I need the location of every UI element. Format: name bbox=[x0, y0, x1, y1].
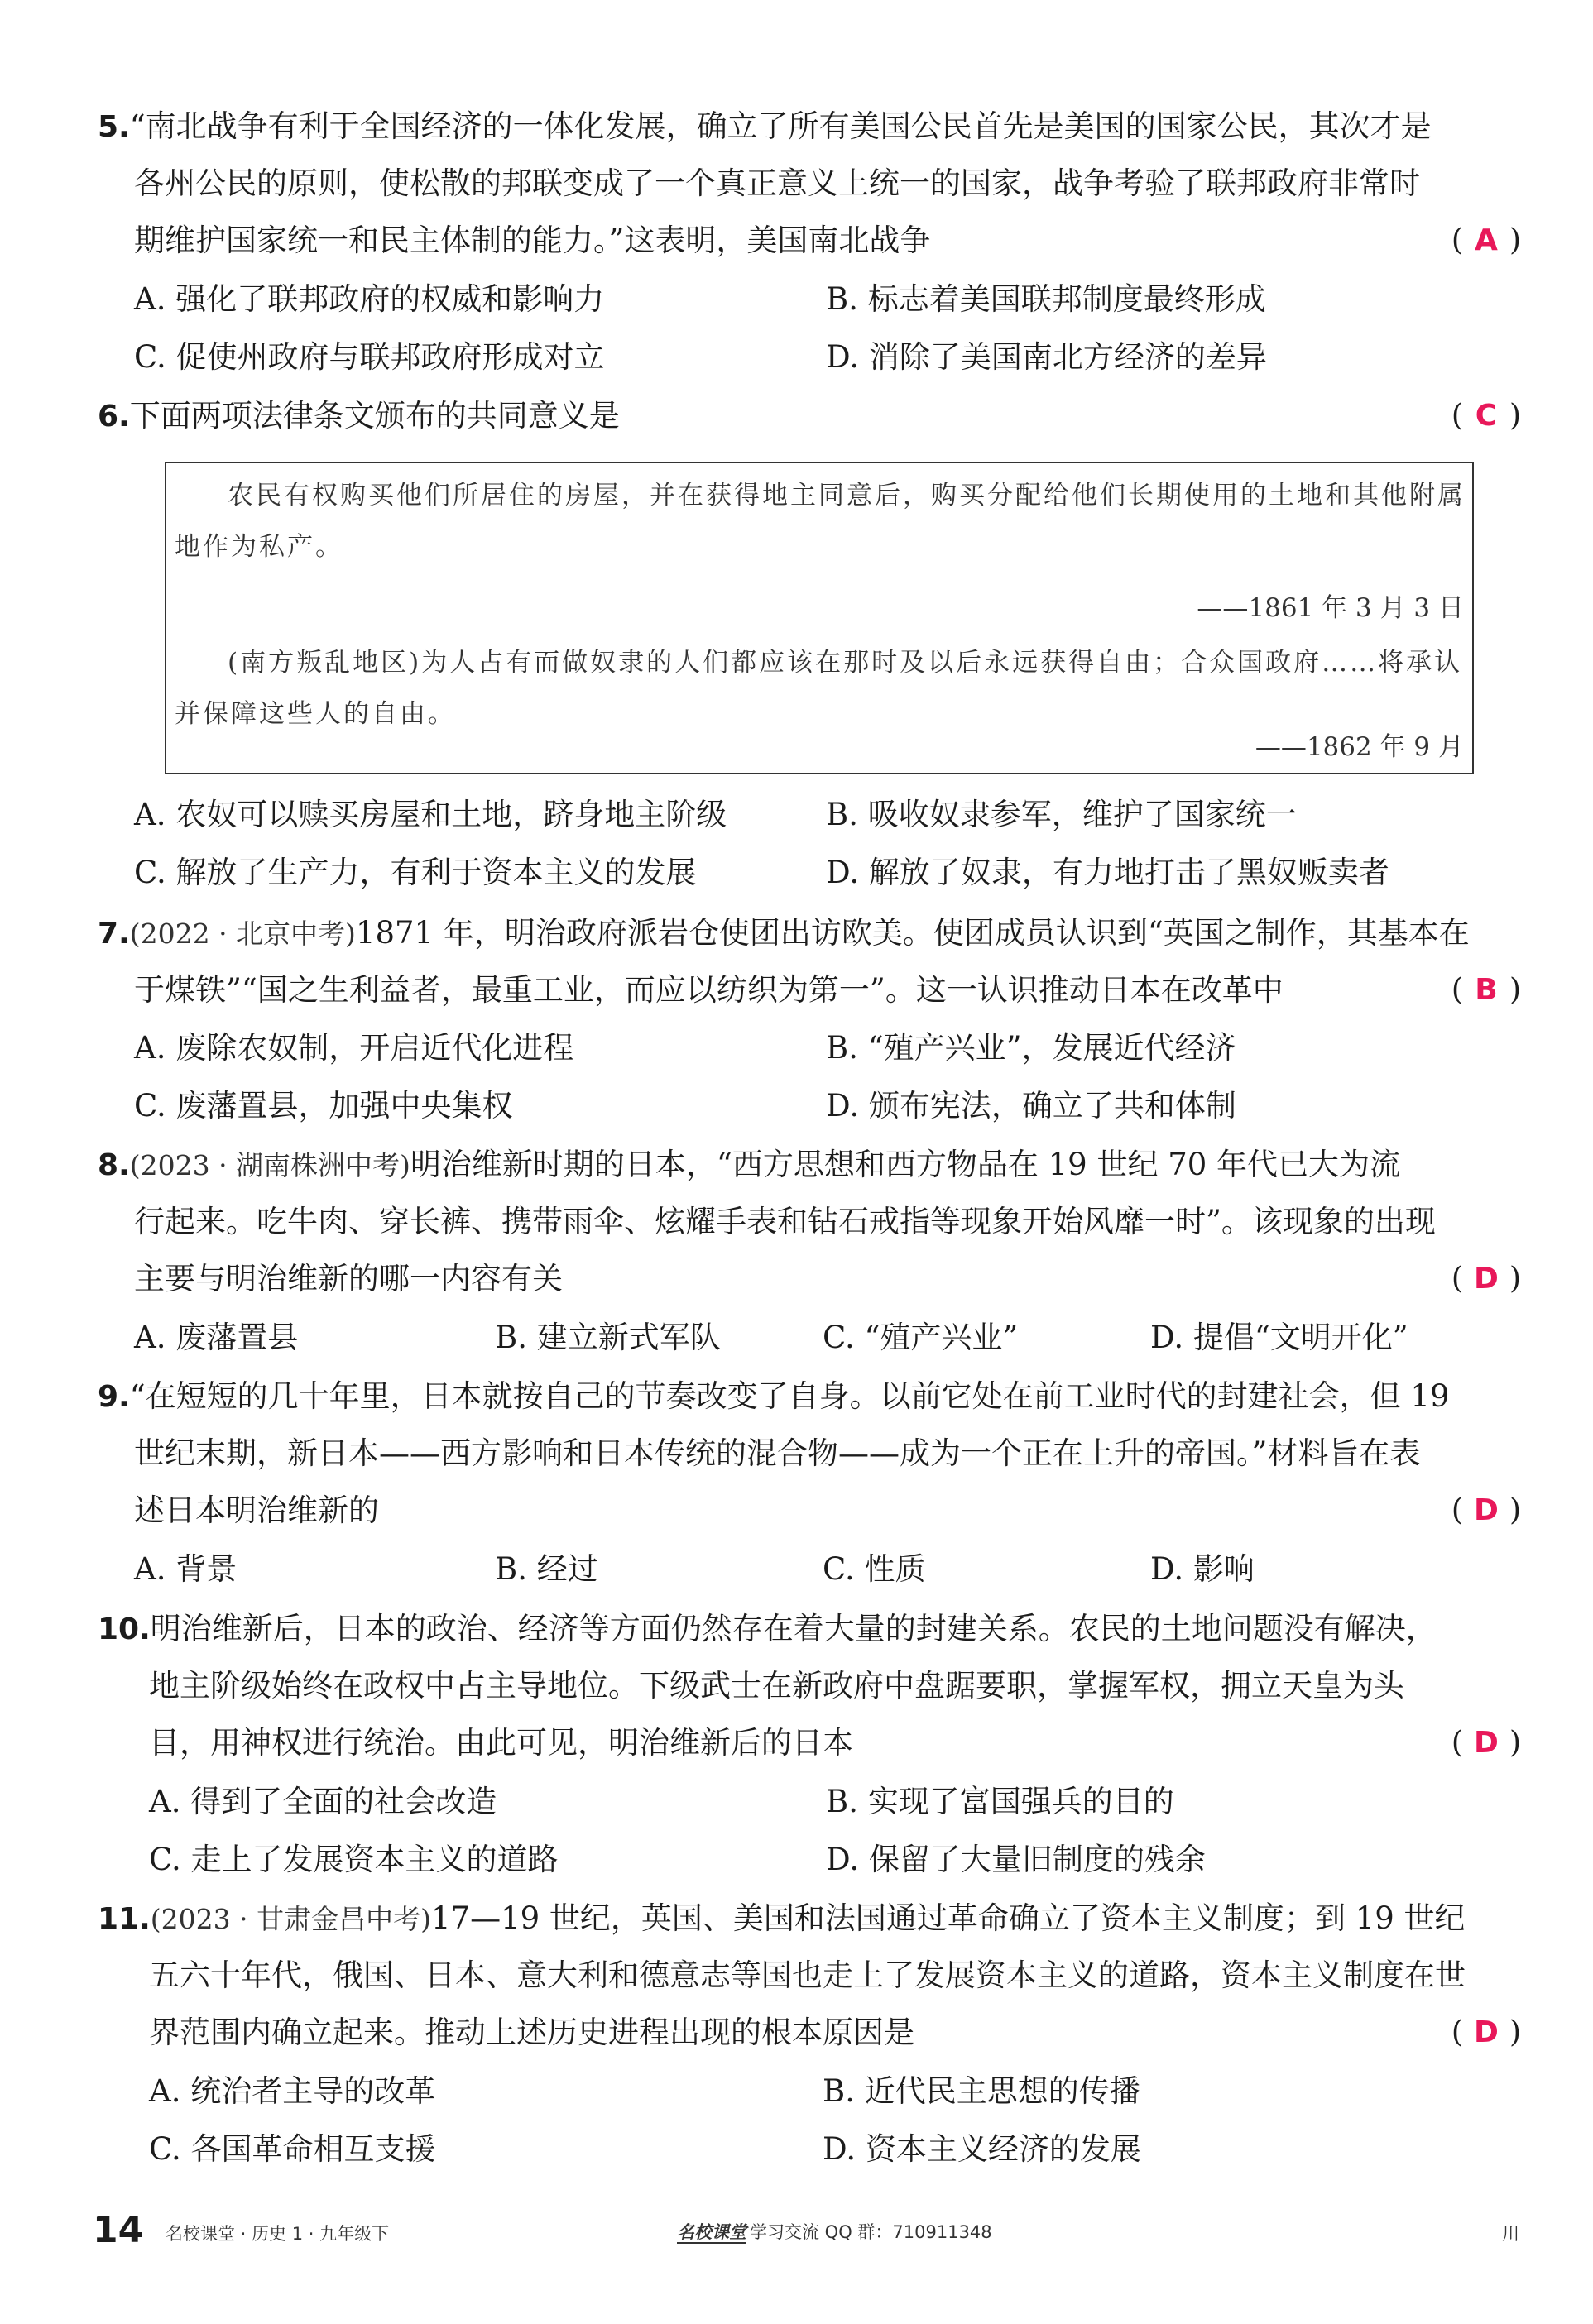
question-10-line-2: 地主阶级始终在政权中占主导地位。下级武士在新政府中盘踞要职，掌握军权，拥立天皇为头 bbox=[149, 1668, 1404, 1703]
option-a: A. 得到了全面的社会改造 bbox=[149, 1784, 497, 1819]
option-b: B. 近代民主思想的传播 bbox=[823, 2073, 1140, 2109]
question-number: 6. bbox=[98, 400, 130, 434]
option-c: C. 性质 bbox=[823, 1551, 926, 1587]
question-10-line-1: 10.明治维新后，日本的政治、经济等方面仍然存在着大量的封建关系。农民的土地问题没有解决， bbox=[98, 1611, 1437, 1646]
answer-letter: D bbox=[1474, 1262, 1499, 1296]
answer-bracket: ( D ) bbox=[1451, 1258, 1521, 1300]
question-source: (2023 · 湖南株洲中考) bbox=[129, 1149, 410, 1181]
question-number: 7. bbox=[98, 917, 130, 951]
question-9-line-2: 世纪末期，新日本——西方影响和日本传统的混合物——成为一个正在上升的帝国。”材料旨在表 bbox=[134, 1435, 1421, 1471]
question-number: 5. bbox=[98, 110, 130, 144]
option-d: D. 解放了奴隶，有力地打击了黑奴贩卖者 bbox=[826, 855, 1389, 890]
answer-letter: B bbox=[1475, 973, 1498, 1007]
question-number: 10. bbox=[98, 1612, 151, 1646]
option-d: D. 提倡“文明开化” bbox=[1150, 1320, 1408, 1355]
question-number: 11. bbox=[98, 1902, 151, 1936]
question-10-line-3: 目，用神权进行统治。由此可见，明治维新后的日本 bbox=[149, 1725, 853, 1761]
question-8-line-1: 8.(2023 · 湖南株洲中考)明治维新时期的日本，“西方思想和西方物品在 19 世纪 70 年代已大为流 bbox=[98, 1147, 1401, 1182]
option-c: C. “殖产兴业” bbox=[823, 1320, 1019, 1355]
answer-letter: C bbox=[1475, 399, 1498, 433]
option-a: A. 强化了联邦政府的权威和影响力 bbox=[134, 281, 605, 317]
option-a: A. 背景 bbox=[134, 1551, 238, 1587]
option-a: A. 统治者主导的改革 bbox=[149, 2073, 436, 2109]
option-b: B. 经过 bbox=[495, 1551, 598, 1587]
material-text: 地作为私产。 bbox=[175, 532, 343, 562]
question-8-line-3: 主要与明治维新的哪一内容有关 bbox=[134, 1261, 563, 1296]
material-date: ——1862 年 9 月 bbox=[1255, 732, 1464, 762]
option-d: D. 资本主义经济的发展 bbox=[823, 2131, 1141, 2167]
question-11-line-1: 11.(2023 · 甘肃金昌中考)17—19 世纪，英国、美国和法国通过革命确立了资本主义制度；到 19 世纪 bbox=[98, 1900, 1466, 1936]
question-number: 8. bbox=[98, 1148, 130, 1182]
question-9-line-3: 述日本明治维新的 bbox=[134, 1493, 379, 1528]
option-c: C. 走上了发展资本主义的道路 bbox=[149, 1842, 559, 1877]
question-6-line-1: 6.下面两项法律条文颁布的共同意义是 bbox=[98, 398, 620, 434]
option-d: D. 颁布宪法，确立了共和体制 bbox=[826, 1088, 1236, 1124]
answer-letter: D bbox=[1474, 2015, 1499, 2049]
answer-letter: D bbox=[1474, 1493, 1499, 1527]
qq-group-info: 名校课堂 学习交流 QQ 群：710911348 bbox=[677, 2222, 992, 2242]
question-11-line-2: 五六十年代，俄国、日本、意大利和德意志等国也走上了发展资本主义的道路，资本主义制度在世 bbox=[149, 1957, 1466, 1993]
option-b: B. “殖产兴业”，发展近代经济 bbox=[826, 1030, 1236, 1066]
question-number: 9. bbox=[98, 1380, 130, 1414]
answer-letter: D bbox=[1474, 1726, 1499, 1760]
option-a: A. 废藩置县 bbox=[134, 1320, 299, 1355]
option-a: A. 农奴可以赎买房屋和土地，跻身地主阶级 bbox=[134, 797, 727, 832]
answer-letter: A bbox=[1475, 223, 1498, 257]
answer-bracket: ( D ) bbox=[1451, 1723, 1521, 1764]
book-title: 名校课堂 · 历史 1 · 九年级下 bbox=[166, 2224, 390, 2244]
option-d: D. 影响 bbox=[1150, 1551, 1255, 1587]
answer-bracket: ( D ) bbox=[1451, 1490, 1521, 1531]
question-7-line-1: 7.(2022 · 北京中考)1871 年，明治政府派岩仓使团出访欧美。使团成员认识到“英国之制作，其基本在 bbox=[98, 915, 1470, 951]
option-d: D. 消除了美国南北方经济的差异 bbox=[826, 339, 1267, 375]
question-9-line-1: 9.“在短短的几十年里，日本就按自己的节奏改变了自身。以前它处在前工业时代的封建社会，但 19 bbox=[98, 1378, 1450, 1414]
option-a: A. 废除农奴制，开启近代化进程 bbox=[134, 1030, 574, 1066]
option-c: C. 废藩置县，加强中央集权 bbox=[134, 1088, 513, 1124]
option-d: D. 保留了大量旧制度的残余 bbox=[826, 1842, 1206, 1877]
option-b: B. 建立新式军队 bbox=[495, 1320, 721, 1355]
option-b: B. 吸收奴隶参军，维护了国家统一 bbox=[826, 797, 1297, 832]
option-b: B. 实现了富国强兵的目的 bbox=[826, 1784, 1174, 1819]
question-11-line-3: 界范围内确立起来。推动上述历史进程出现的根本原因是 bbox=[149, 2015, 914, 2050]
option-c: C. 各国革命相互支援 bbox=[149, 2131, 436, 2167]
option-c: C. 解放了生产力，有利于资本主义的发展 bbox=[134, 855, 697, 890]
option-c: C. 促使州政府与联邦政府形成对立 bbox=[134, 339, 605, 375]
page-footer bbox=[0, 2207, 1593, 2257]
answer-bracket: ( D ) bbox=[1451, 2012, 1521, 2053]
question-8-line-2: 行起来。吃牛肉、穿长裤、携带雨伞、炫耀手表和钻石戒指等现象开始风靡一时”。该现象的出现 bbox=[134, 1204, 1436, 1239]
material-box bbox=[165, 462, 1474, 774]
question-5-line-2: 各州公民的原则，使松散的邦联变成了一个真正意义上统一的国家，战争考验了联邦政府非常时 bbox=[134, 165, 1420, 201]
material-date: ——1861 年 3 月 3 日 bbox=[1197, 593, 1464, 623]
option-b: B. 标志着美国联邦制度最终形成 bbox=[826, 281, 1266, 317]
answer-bracket: ( C ) bbox=[1451, 395, 1521, 437]
question-source: (2022 · 北京中考) bbox=[129, 918, 356, 950]
question-5-line-3: 期维护国家统一和民主体制的能力。”这表明，美国南北战争 bbox=[134, 223, 931, 258]
question-7-line-2: 于煤铁”“国之生利益者，最重工业，而应以纺织为第一”。这一认识推动日本在改革中 bbox=[134, 972, 1284, 1008]
page-number: 14 bbox=[93, 2209, 144, 2251]
brand-logo: 名校课堂 bbox=[677, 2222, 746, 2242]
material-text: 并保障这些人的自由。 bbox=[175, 699, 456, 729]
question-5-line-1: 5.“南北战争有利于全国经济的一体化发展，确立了所有美国公民首先是美国的国家公民，其次才是 bbox=[98, 108, 1432, 144]
material-text: 农民有权购买他们所居住的房屋，并在获得地主同意后，购买分配给他们长期使用的土地和其他附属 bbox=[228, 481, 1466, 510]
region-mark: 川 bbox=[1502, 2224, 1519, 2244]
answer-bracket: ( B ) bbox=[1451, 970, 1521, 1011]
answer-bracket: ( A ) bbox=[1451, 220, 1521, 261]
question-source: (2023 · 甘肃金昌中考) bbox=[150, 1903, 431, 1935]
material-text: (南方叛乱地区)为人占有而做奴隶的人们都应该在那时及以后永远获得自由；合众国政府……将承认 bbox=[228, 648, 1463, 678]
